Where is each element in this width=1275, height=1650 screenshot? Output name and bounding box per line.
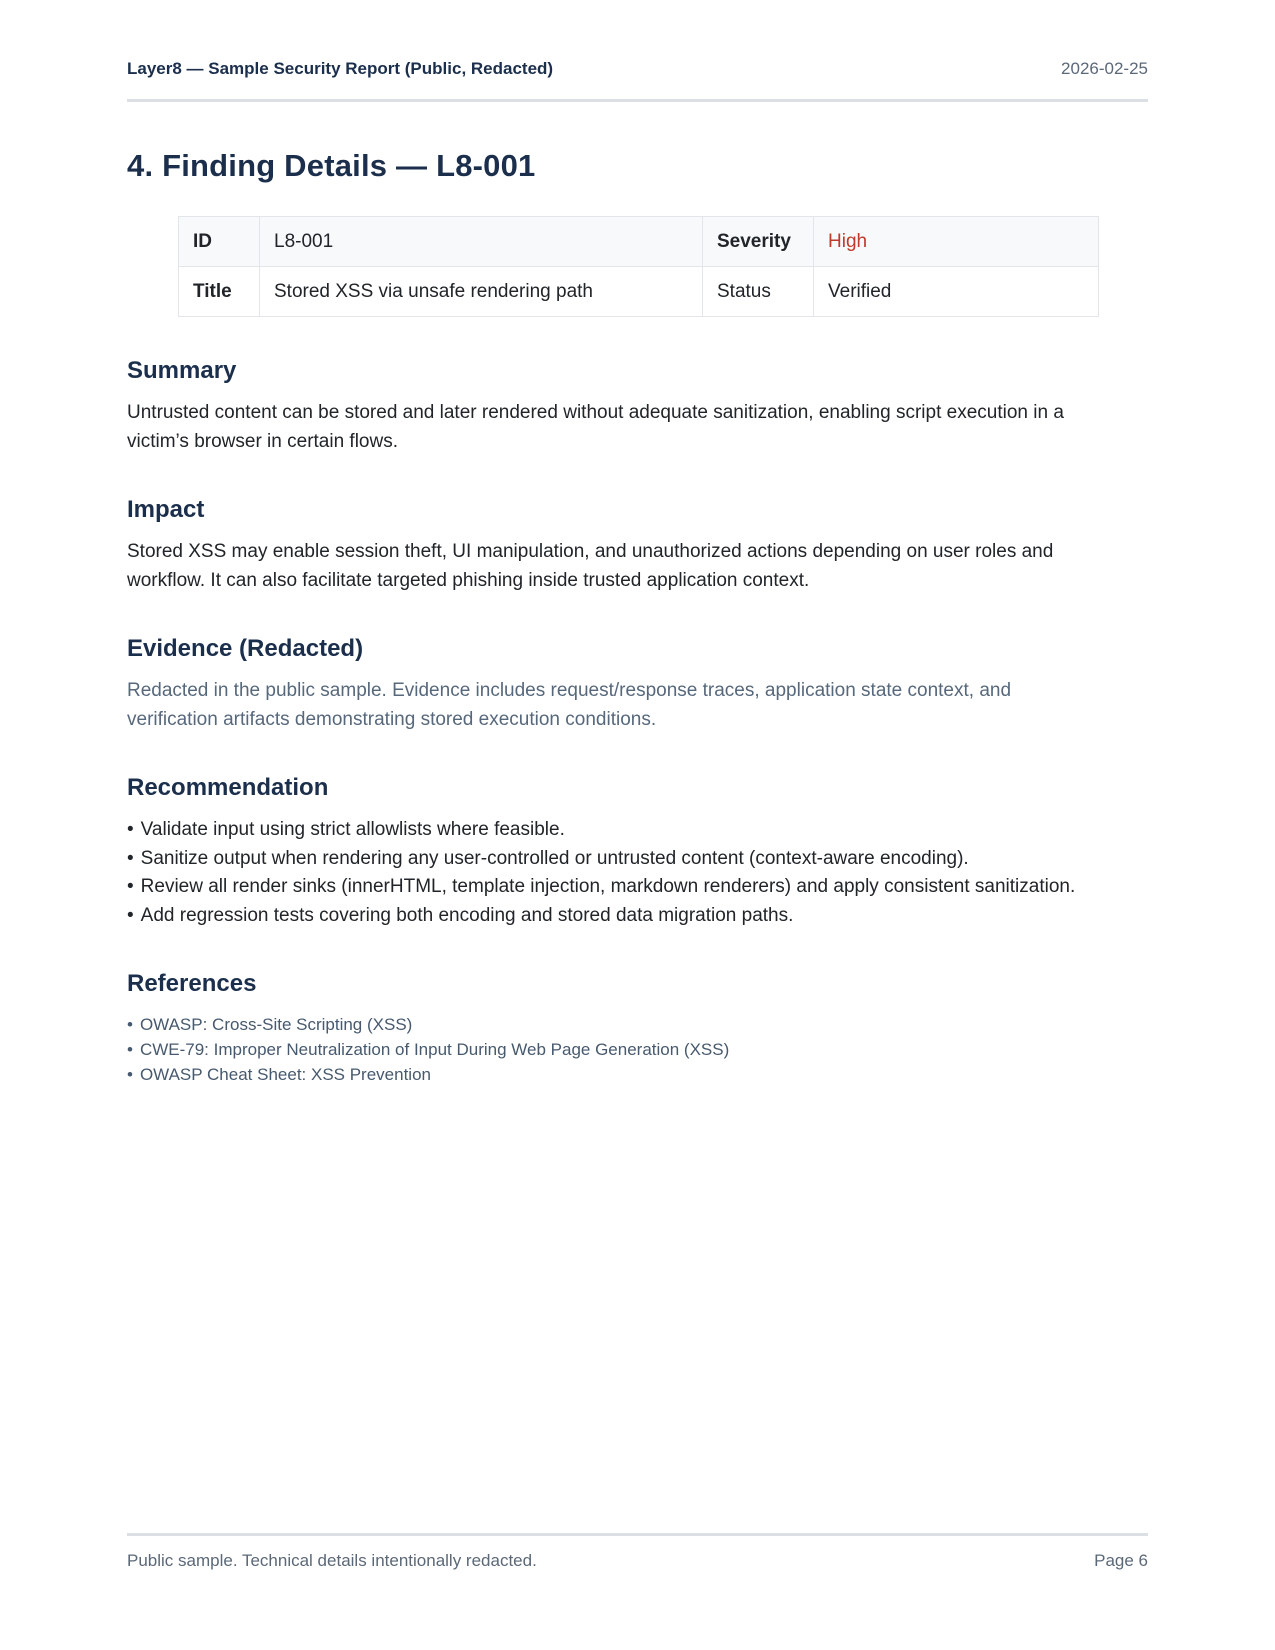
summary-body: Untrusted content can be stored and later rendered without adequate sanitization, enabling script execution in a victim’s browser in certain flows. xyxy=(127,402,1064,452)
meta-title-value: Stored XSS via unsafe rendering path xyxy=(260,267,703,317)
summary-section xyxy=(127,357,1148,456)
footer-note: Public sample. Technical details intentionally redacted. xyxy=(127,1551,537,1570)
reference-item-text: OWASP: Cross-Site Scripting (XSS) xyxy=(139,1015,413,1034)
meta-status-label: Status xyxy=(703,267,814,317)
meta-severity-label: Severity xyxy=(703,217,814,267)
reference-item xyxy=(127,1012,1082,1037)
impact-heading: Impact xyxy=(127,496,205,523)
evidence-heading: Evidence (Redacted) xyxy=(127,635,364,662)
recommendation-heading: Recommendation xyxy=(127,774,329,801)
recommendation-item-text: Review all render sinks (innerHTML, template injection, markdown renderers) and apply consistent sanitization. xyxy=(140,876,1076,897)
references-heading: References xyxy=(127,970,257,997)
reference-item xyxy=(127,1037,1082,1062)
reference-item-text: OWASP Cheat Sheet: XSS Prevention xyxy=(139,1065,431,1084)
impact-section xyxy=(127,496,1148,595)
finding-meta-table xyxy=(178,216,1099,317)
footer-row xyxy=(127,1536,1148,1572)
reference-item xyxy=(127,1062,1082,1087)
impact-body: Stored XSS may enable session theft, UI manipulation, and unauthorized actions depending on user roles and workflow. It can also facilitate targeted phishing inside trusted application context. xyxy=(127,541,1054,591)
report-header-title: Layer8 — Sample Security Report (Public, Redacted) xyxy=(127,59,554,78)
evidence-section xyxy=(127,635,1148,734)
bullet-marker: • xyxy=(127,819,134,840)
reference-item-text: CWE-79: Improper Neutralization of Input During Web Page Generation (XSS) xyxy=(139,1040,730,1059)
recommendation-item xyxy=(127,845,1082,874)
recommendation-item xyxy=(127,873,1082,902)
recommendation-item xyxy=(127,816,1082,845)
meta-severity-value: High xyxy=(814,217,1099,267)
bullet-marker: • xyxy=(127,1065,133,1084)
meta-title-label: Title xyxy=(179,267,260,317)
finding-title-heading: 4. Finding Details — L8-001 xyxy=(127,148,536,183)
recommendation-item xyxy=(127,902,1082,931)
recommendation-item-text: Add regression tests covering both encoding and stored data migration paths. xyxy=(140,904,794,926)
page-footer xyxy=(127,1533,1148,1572)
recommendation-item-text: Validate input using strict allowlists where feasible. xyxy=(140,819,565,840)
bullet-marker: • xyxy=(127,847,134,869)
meta-id-value: L8-001 xyxy=(260,217,703,267)
report-header-date: 2026-02-25 xyxy=(1061,59,1148,78)
bullet-marker: • xyxy=(127,904,134,926)
footer-page-number: Page 6 xyxy=(1094,1551,1148,1570)
meta-row-1 xyxy=(179,217,1099,267)
summary-heading: Summary xyxy=(127,357,237,384)
recommendation-item-text: Sanitize output when rendering any user-controlled or untrusted content (context-aware encoding). xyxy=(140,847,969,869)
meta-status-value: Verified xyxy=(814,267,1099,317)
bullet-marker: • xyxy=(127,1040,133,1059)
evidence-body: Redacted in the public sample. Evidence includes request/response traces, application state context, and verification artifacts demonstrating stored execution conditions. xyxy=(127,680,1012,730)
references-list xyxy=(127,1012,1082,1087)
recommendation-list xyxy=(127,816,1082,930)
header-divider xyxy=(127,99,1148,102)
recommendation-section xyxy=(127,774,1148,930)
meta-id-label: ID xyxy=(179,217,260,267)
meta-row-2 xyxy=(179,267,1099,317)
references-section xyxy=(127,970,1148,1087)
bullet-marker: • xyxy=(127,1015,133,1034)
bullet-marker: • xyxy=(127,876,134,897)
page-header xyxy=(127,0,1148,80)
